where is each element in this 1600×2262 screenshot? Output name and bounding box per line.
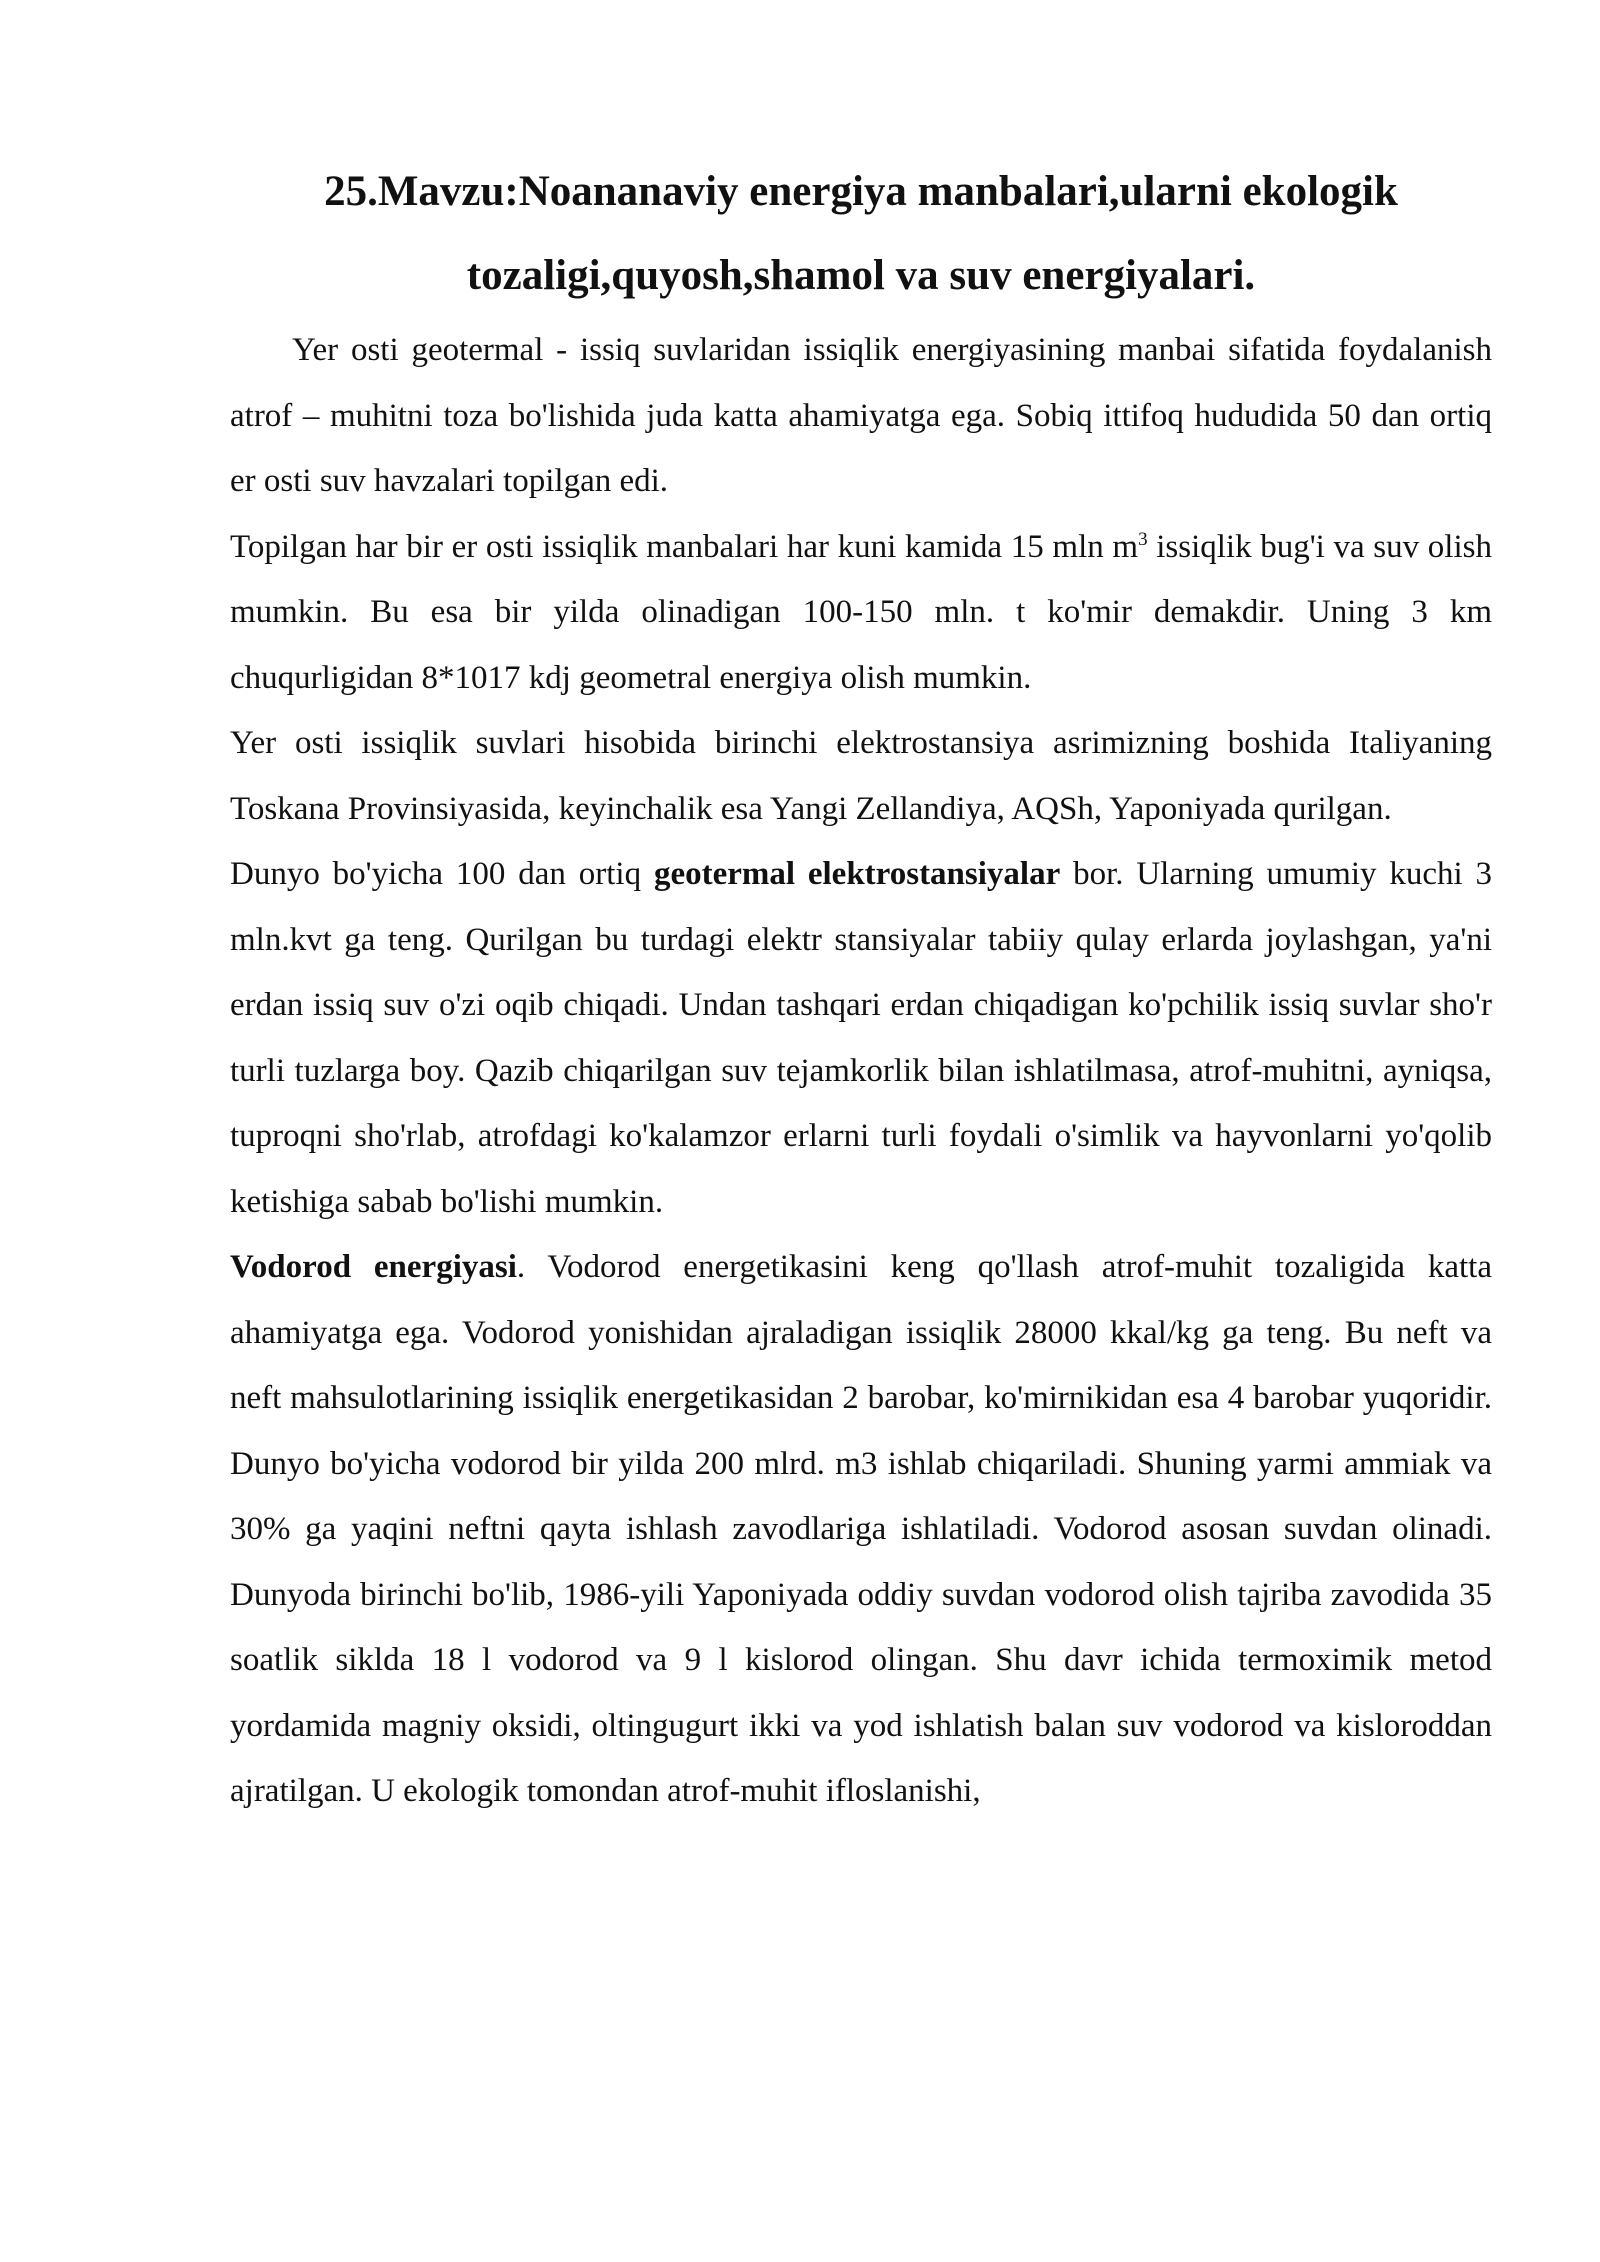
- paragraph-hydrogen-energy: [230, 1235, 1492, 1825]
- paragraph-geothermal-output: [230, 515, 1492, 712]
- page-title: [230, 150, 1492, 318]
- paragraph-text: Topilgan har bir er osti issiqlik manbalari har kuni kamida 15 mln m: [230, 528, 1139, 565]
- paragraph-text: bor. Ularning umumiy kuchi 3 mln.kvt ga teng. Qurilgan bu turdagi elektr stansiyalar tabiiy qulay erlarda joylashgan, ya'ni erdan issiq suv o'zi oqib chiqadi. Undan tashqari erdan chiqadigan ko'pchilik issiq suvlar sho'r turli tuzlarga boy. Qazib chiqarilgan suv tejamkorlik bilan ishlatilmasa, atrof-muhitni, ayniqsa, tuproqni sho'rlab, atrofdagi ko'kalamzor erlarni turli foydali o'simlik va hayvonlarni yo'qolib ketishiga sabab bo'lishi mumkin.: [230, 856, 1492, 1220]
- title-line-1: 25.Mavzu:Noananaviy energiya manbalari,ularni ekologik: [324, 168, 1398, 215]
- paragraph-text: Dunyo bo'yicha 100 dan ortiq: [230, 856, 654, 892]
- paragraph-geothermal-stations: [230, 842, 1492, 1235]
- paragraph-text: issiqlik bug'i va suv olish mumkin. Bu esa bir yilda olinadigan 100-150 mln. t ko'mir demakdir. Uning 3 km chuqurligidan 8*1017 kdj geometral energiya olish mumkin.: [230, 528, 1492, 696]
- paragraph-text: Yer osti geotermal - issiq suvlaridan issiqlik energiyasining manbai sifatida foydalanish atrof – muhitni toza bo'lishida juda katta ahamiyatga ega. Sobiq ittifoq hududida 50 dan ortiq er osti suv havzalari topilgan edi.: [230, 332, 1492, 499]
- paragraph-text: . Vodorod energetikasini keng qo'llash atrof-muhit tozaligida katta ahamiyatga ega. Vodorod yonishidan ajraladigan issiqlik 28000 kkal/kg ga teng. Bu neft va neft mahsulotlarining issiqlik energetikasidan 2 barobar, ko'mirnikidan esa 4 barobar yuqoridir. Dunyo bo'yicha vodorod bir yilda 200 mlrd. m3 ishlab chiqariladi. Shuning yarmi ammiak va 30% ga yaqini neftni qayta ishlash zavodlariga ishlatiladi. Vodorod asosan suvdan olinadi. Dunyoda birinchi bo'lib, 1986-yili Yaponiyada oddiy suvdan vodorod olish tajriba zavodida 35 soatlik siklda 18 l vodorod va 9 l kislorod olingan. Shu davr ichida termoximik metod yordamida magniy oksidi, oltingugurt ikki va yod ishlatish balan suv vodorod va kisloroddan ajratilgan. U ekologik tomondan atrof-muhit ifloslanishi,: [230, 1249, 1492, 1809]
- document-page: [230, 150, 1492, 1825]
- superscript-cube: 3: [1138, 528, 1148, 550]
- bold-term-geothermal-stations: geotermal elektrostansiyalar: [653, 856, 1061, 892]
- paragraph-geothermal-intro: [230, 318, 1492, 515]
- paragraph-first-station: [230, 711, 1492, 842]
- bold-term-hydrogen-energy: Vodorod energiyasi: [230, 1249, 517, 1285]
- title-line-2: tozaligi,quyosh,shamol va suv energiyalari.: [466, 252, 1256, 299]
- paragraph-text: Yer osti issiqlik suvlari hisobida birinchi elektrostansiya asrimizning boshida Italiyaning Toskana Provinsiyasida, keyinchalik esa Yangi Zellandiya, AQSh, Yaponiyada qurilgan.: [230, 725, 1492, 827]
